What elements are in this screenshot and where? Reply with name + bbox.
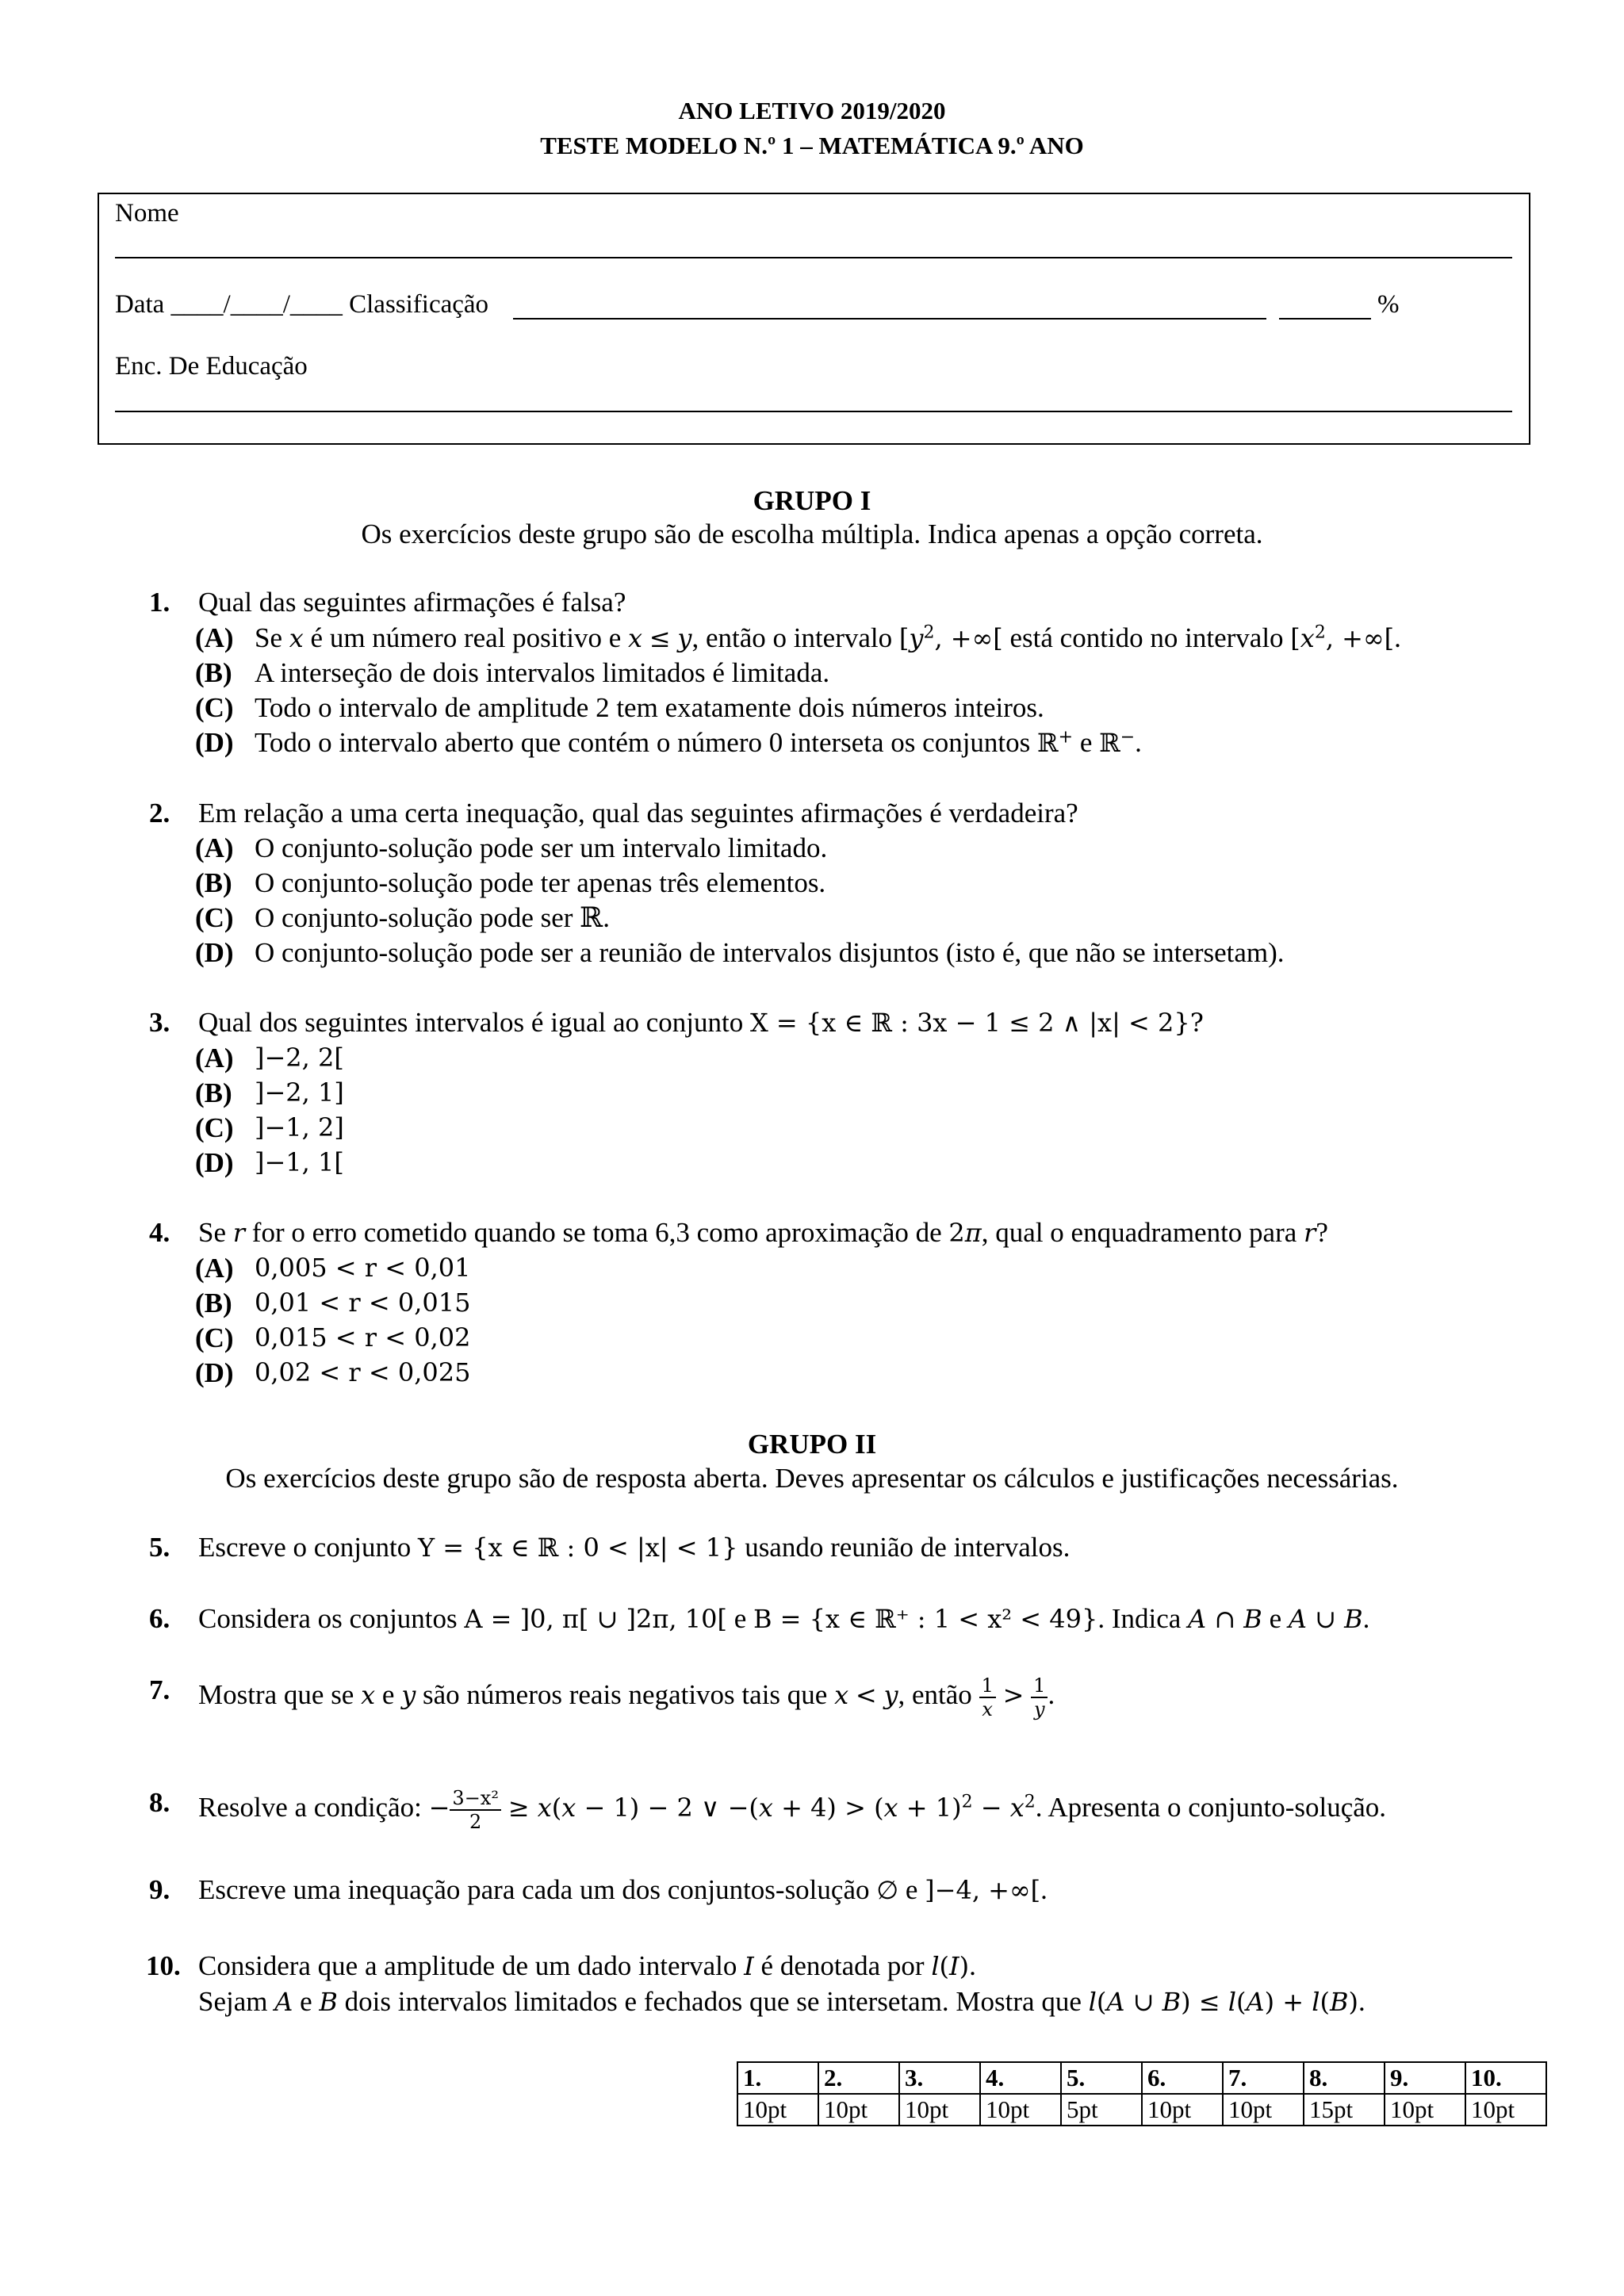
option-text: ]−2, 2[ <box>255 1043 344 1073</box>
question-7 <box>149 1674 1584 1732</box>
question-text: Sejam A e B dois intervalos limitados e fechados que se intersetam. Mostra que l(A ∪ B) ≤ l(A) + l(B). <box>198 1986 1365 2017</box>
option-label: (C) <box>195 1322 234 1353</box>
option-label: (C) <box>195 902 234 933</box>
score-question: 5. <box>1061 2062 1142 2094</box>
scoring-table <box>737 2061 1547 2126</box>
group-1-instruction: Os exercícios deste grupo são de escolha múltipla. Indica apenas a opção correta. <box>361 519 1263 549</box>
question-number: 6. <box>149 1603 170 1634</box>
group-1-title: GRUPO I <box>753 485 871 516</box>
option-label: (D) <box>195 937 234 968</box>
question-text: Considera os conjuntos A = ]0, π[ ∪ ]2π, 10[ e B = {x ∈ ℝ⁺ : 1 < x² < 49}. Indica A ∩ B e A ∪ B. <box>198 1603 1370 1634</box>
option-text: 0,02 < r < 0,025 <box>255 1357 471 1387</box>
question-number: 5. <box>149 1532 170 1563</box>
option-label: (D) <box>195 1357 234 1388</box>
question-text: Mostra que se x e y são números reais negativos tais que x < y, então $\frac{1}{x}$ > $\frac{1}{y}$ . <box>198 1674 1055 1720</box>
percent-sign: % <box>1377 290 1400 319</box>
option-text: Todo o intervalo aberto que contém o número 0 interseta os conjuntos ℝ+ e ℝ−. <box>255 727 1142 758</box>
option-text: Todo o intervalo de amplitude 2 tem exatamente dois números inteiros. <box>255 692 1044 723</box>
question-number: 4. <box>149 1217 170 1248</box>
option-label: (B) <box>195 1077 232 1108</box>
question-number: 9. <box>149 1874 170 1905</box>
score-question: 3. <box>899 2062 980 2094</box>
option-text: ]−1, 1[ <box>255 1147 344 1177</box>
option-text: ]−1, 2] <box>255 1112 344 1142</box>
score-points: 10pt <box>1465 2094 1546 2126</box>
question-number: 2. <box>149 798 170 828</box>
question-text: Qual das seguintes afirmações é falsa? <box>198 587 626 618</box>
question-text: Qual dos seguintes intervalos é igual ao conjunto X = {x ∈ ℝ : 3x − 1 ≤ 2 ∧ |x| < 2}? <box>198 1007 1204 1038</box>
group-2-title: GRUPO II <box>747 1429 877 1460</box>
score-points: 5pt <box>1061 2094 1142 2126</box>
question-text: Resolve a condição: − $\frac{\text{3−x²}}{2}$ ≥ x(x − 1) − 2 ∨ $-(x + 4) > (x + 1)^2 - x^2$. Apresenta o conjunto-solução. <box>198 1787 1387 1833</box>
option-label: (B) <box>195 867 232 898</box>
option-text: 0,01 < r < 0,015 <box>255 1288 471 1318</box>
option-text: O conjunto-solução pode ter apenas três elementos. <box>255 867 826 898</box>
score-points: 10pt <box>1223 2094 1304 2126</box>
score-question: 6. <box>1142 2062 1223 2094</box>
question-text: Escreve uma inequação para cada um dos conjuntos-solução ∅ e ]−4, +∞[. <box>198 1874 1048 1905</box>
set-x-definition: X = {x ∈ ℝ : 3x − 1 ≤ 2 ∧ |x| < 2}? <box>749 1008 1204 1038</box>
question-number: 7. <box>149 1674 170 1705</box>
option-text: A interseção de dois intervalos limitados é limitada. <box>255 657 830 688</box>
option-text: 0,005 < r < 0,01 <box>255 1253 471 1283</box>
scoring-points-row <box>737 2094 1546 2126</box>
option-label: (B) <box>195 1288 232 1318</box>
option-label: (A) <box>195 1253 234 1284</box>
score-question: 4. <box>980 2062 1061 2094</box>
guardian-label: Enc. De Educação <box>115 352 308 381</box>
group-2-instruction: Os exercícios deste grupo são de resposta aberta. Deves apresentar os cálculos e justificações necessárias. <box>225 1463 1399 1494</box>
score-question: 1. <box>737 2062 818 2094</box>
question-text: Considera que a amplitude de um dado intervalo I é denotada por l(I). <box>198 1950 976 1981</box>
option-label: (D) <box>195 727 234 758</box>
option-text: O conjunto-solução pode ser a reunião de intervalos disjuntos (isto é, que não se intersetam). <box>255 937 1285 968</box>
student-info-box <box>98 193 1530 445</box>
score-points: 10pt <box>899 2094 980 2126</box>
score-points: 10pt <box>737 2094 818 2126</box>
score-points: 10pt <box>1142 2094 1223 2126</box>
score-question: 7. <box>1223 2062 1304 2094</box>
option-label: (C) <box>195 692 234 723</box>
option-label: (B) <box>195 657 232 688</box>
scoring-header-row <box>737 2062 1546 2094</box>
score-points: 10pt <box>818 2094 899 2126</box>
question-number: 8. <box>149 1787 170 1818</box>
option-text: Se x é um número real positivo e x ≤ y, então o intervalo [$y^2$, +∞[ está contido no intervalo [$x^2$, +∞[. <box>255 622 1401 653</box>
name-field-line[interactable] <box>115 257 1512 258</box>
score-question: 10. <box>1465 2062 1546 2094</box>
option-text: O conjunto-solução pode ser ℝ. <box>255 902 611 933</box>
exam-title: TESTE MODELO N.º 1 – MATEMÁTICA 9.º ANO <box>540 132 1084 159</box>
guardian-field-line[interactable] <box>115 411 1512 412</box>
score-question: 2. <box>818 2062 899 2094</box>
option-label: (D) <box>195 1147 234 1178</box>
question-text: Escreve o conjunto Y = {x ∈ ℝ : 0 < |x| < 1} usando reunião de intervalos. <box>198 1532 1071 1563</box>
option-text: ]−2, 1] <box>255 1077 344 1108</box>
percent-field-line[interactable] <box>1279 318 1371 320</box>
score-points: 15pt <box>1304 2094 1385 2126</box>
question-number: 3. <box>149 1007 170 1038</box>
option-text: 0,015 < r < 0,02 <box>255 1322 471 1353</box>
score-points: 10pt <box>1385 2094 1465 2126</box>
score-question: 9. <box>1385 2062 1465 2094</box>
school-year: ANO LETIVO 2019/2020 <box>678 97 946 124</box>
option-label: (A) <box>195 832 234 863</box>
score-points: 10pt <box>980 2094 1061 2126</box>
option-text: O conjunto-solução pode ser um intervalo limitado. <box>255 832 828 863</box>
name-label: Nome <box>115 199 179 228</box>
question-number: 10. <box>146 1950 181 1981</box>
option-label: (C) <box>195 1112 234 1143</box>
exam-header <box>0 94 1624 163</box>
score-question: 8. <box>1304 2062 1385 2094</box>
option-label: (A) <box>195 622 234 653</box>
date-classification-label: Data ____/____/____ Classificação <box>115 290 489 319</box>
question-text: Se r for o erro cometido quando se toma 6,3 como aproximação de 2π, qual o enquadramento para r? <box>198 1217 1328 1248</box>
classification-field-line[interactable] <box>513 318 1266 320</box>
question-text: Em relação a uma certa inequação, qual das seguintes afirmações é verdadeira? <box>198 798 1078 828</box>
option-label: (A) <box>195 1043 234 1073</box>
question-number: 1. <box>149 587 170 618</box>
